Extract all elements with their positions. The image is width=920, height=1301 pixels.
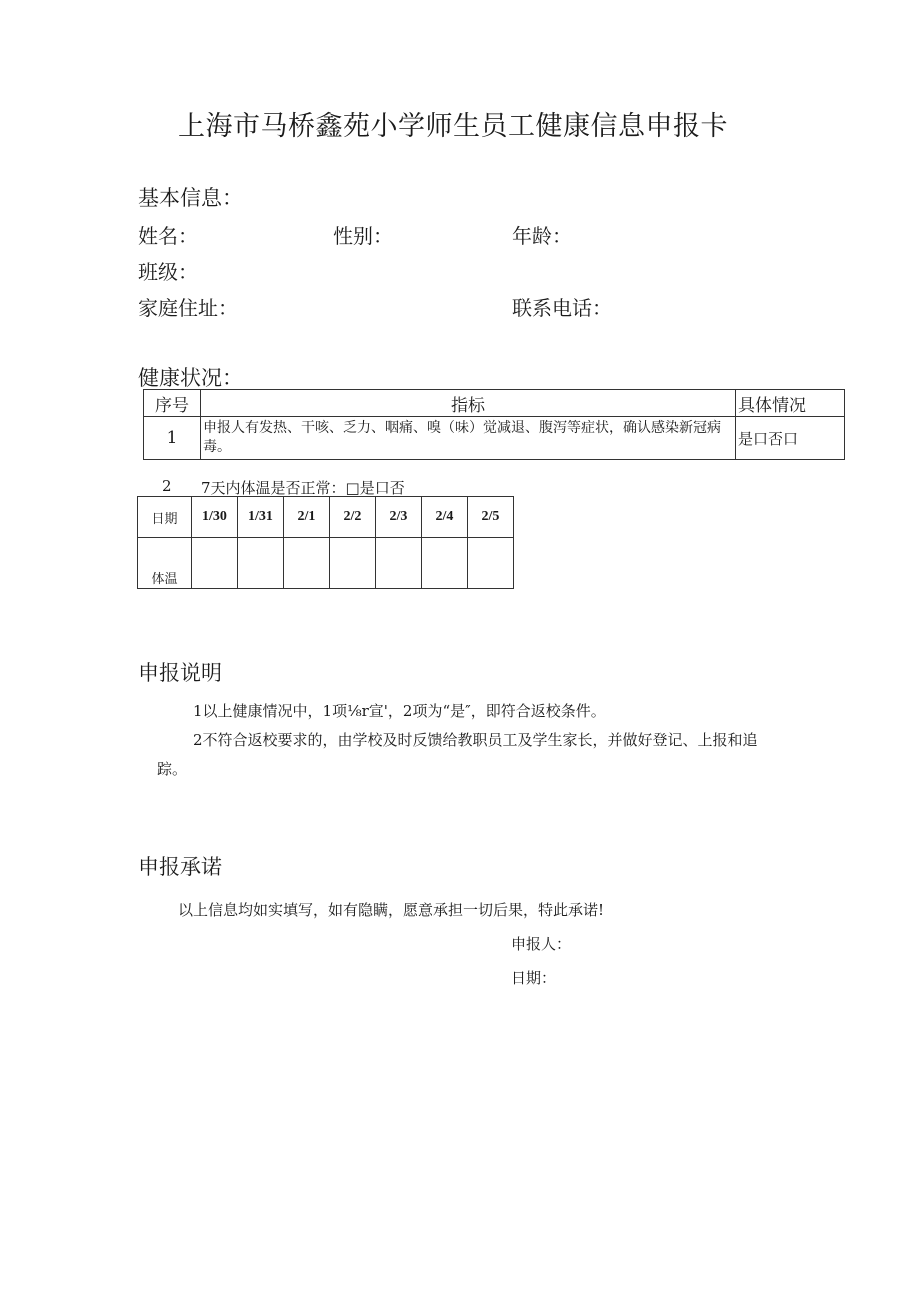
date-cell: 2/3: [376, 497, 422, 538]
date-label: 日期: [138, 497, 192, 538]
temperature-input[interactable]: [330, 538, 376, 589]
table-header-row: [144, 390, 845, 417]
temperature-row: [138, 538, 514, 589]
date-cell: 2/1: [284, 497, 330, 538]
date-row: [138, 497, 514, 538]
page-title: 上海市马桥鑫苑小学师生员工健康信息申报卡: [178, 111, 728, 142]
address-label: 家庭住址：: [138, 296, 238, 320]
temperature-input[interactable]: [468, 538, 514, 589]
note-line-2: 2不符合返校要求的，由学校及时反馈给教职员工及学生家长，并做好登记、上报和追: [193, 731, 758, 749]
date-cell: 2/5: [468, 497, 514, 538]
header-indicator: 指标: [201, 390, 736, 417]
row-number: 1: [144, 417, 201, 460]
note-line-1: 1以上健康情况中，1项⅛r宣'，2项为“是″，即符合返校条件。: [193, 702, 606, 720]
item-2-question[interactable]: 7天内体温是否正常：□是口否: [201, 479, 405, 497]
phone-label: 联系电话：: [512, 296, 612, 320]
gender-label: 性别：: [333, 224, 393, 248]
table-row: [144, 417, 845, 460]
commitment-heading: 申报承诺: [138, 855, 222, 879]
date-cell: 2/4: [422, 497, 468, 538]
yes-no-checkbox[interactable]: 是口否口: [736, 417, 845, 460]
temperature-input[interactable]: [422, 538, 468, 589]
date-cell: 1/30: [192, 497, 238, 538]
notes-heading: 申报说明: [138, 661, 222, 685]
note-line-2-continued: 踪。: [157, 760, 188, 778]
header-details: 具体情况: [736, 390, 845, 417]
declarant-label: 申报人：: [511, 935, 572, 953]
date-cell: 2/2: [330, 497, 376, 538]
commitment-statement: 以上信息均如实填写，如有隐瞒，愿意承担一切后果，特此承诺!: [178, 901, 605, 919]
item-2-number: 2: [162, 477, 172, 495]
basic-info-heading: 基本信息：: [138, 186, 243, 210]
temperature-input[interactable]: [284, 538, 330, 589]
class-label: 班级：: [138, 260, 198, 284]
row-description: 申报人有发热、干咳、乏力、咽痛、嗅（味）觉减退、腹泻等症状，确认感染新冠病毒。: [201, 417, 736, 460]
name-label: 姓名：: [138, 224, 198, 248]
age-label: 年龄：: [512, 224, 572, 248]
health-table: [143, 389, 845, 460]
date-signature-label: 日期：: [511, 969, 557, 987]
header-number: 序号: [144, 390, 201, 417]
health-heading: 健康状况：: [138, 366, 243, 390]
temperature-table: [137, 496, 514, 589]
temperature-input[interactable]: [376, 538, 422, 589]
temperature-label: 体温: [138, 538, 192, 589]
temperature-input[interactable]: [192, 538, 238, 589]
date-cell: 1/31: [238, 497, 284, 538]
temperature-input[interactable]: [238, 538, 284, 589]
